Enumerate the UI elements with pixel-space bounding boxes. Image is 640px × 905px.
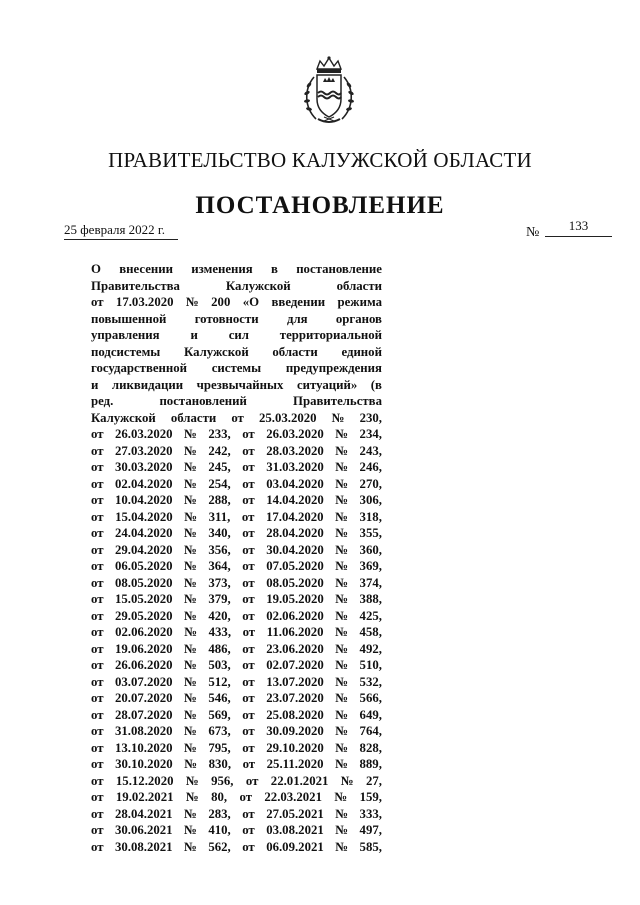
subject-word: № xyxy=(335,509,348,524)
subject-word: 31.03.2020 xyxy=(266,460,324,474)
subject-word: № xyxy=(335,427,349,441)
subject-word: 27.03.2020 xyxy=(114,443,173,458)
subject-word: (в xyxy=(370,377,382,392)
subject-word: 02.04.2020 xyxy=(114,476,173,491)
subject-word: от xyxy=(242,559,255,573)
subject-word: 318, xyxy=(359,509,382,524)
document-subject xyxy=(91,261,382,855)
subject-word: от xyxy=(91,625,104,639)
subject-line xyxy=(91,426,382,443)
subject-word: 333, xyxy=(359,806,382,821)
subject-word: № xyxy=(184,806,197,821)
subject-word: от xyxy=(91,526,104,540)
subject-word: ситуаций» xyxy=(296,377,358,392)
subject-word: 566, xyxy=(359,691,382,705)
subject-word: от xyxy=(91,476,104,491)
subject-word: № xyxy=(335,740,349,755)
subject-word: № xyxy=(184,542,197,557)
subject-word: 649, xyxy=(359,707,382,722)
subject-word: 889, xyxy=(359,757,382,771)
subject-word: от xyxy=(91,427,104,441)
subject-word: № xyxy=(185,773,199,788)
subject-word: от xyxy=(91,641,104,656)
subject-word: 03.07.2020 xyxy=(114,674,173,689)
document-number: 133 xyxy=(545,218,612,237)
subject-word: 23.07.2020 xyxy=(266,691,324,705)
subject-word: 795, xyxy=(208,740,231,755)
subject-word: 546, xyxy=(208,691,231,705)
subject-word: от xyxy=(242,608,255,623)
subject-line xyxy=(91,789,382,806)
subject-word: Калужской xyxy=(225,278,291,293)
subject-word: от xyxy=(242,427,255,441)
subject-word: 80, xyxy=(211,790,228,804)
subject-word: от xyxy=(91,443,104,458)
subject-word: и xyxy=(190,328,198,342)
subject-word: 410, xyxy=(208,823,231,837)
subject-word: от xyxy=(242,592,255,606)
subject-word: 311, xyxy=(208,509,231,524)
subject-line xyxy=(91,377,382,394)
subject-word: № xyxy=(184,443,197,458)
subject-word: сил xyxy=(228,328,249,342)
subject-word: от xyxy=(242,526,255,540)
subject-line xyxy=(91,806,382,823)
subject-word: 25.08.2020 xyxy=(266,707,324,722)
government-title: ПРАВИТЕЛЬСТВО КАЛУЖСКОЙ ОБЛАСТИ xyxy=(108,148,532,172)
subject-word: от xyxy=(91,691,104,705)
subject-word: № xyxy=(335,757,348,771)
subject-word: 364, xyxy=(208,559,231,573)
subject-word: 23.06.2020 xyxy=(266,641,324,656)
subject-word: 360, xyxy=(359,542,382,557)
subject-word: 02.06.2020 xyxy=(115,625,173,639)
subject-word: от xyxy=(91,806,104,821)
subject-word: от xyxy=(91,542,104,557)
subject-word: от xyxy=(91,839,104,854)
subject-word: № xyxy=(184,592,197,606)
subject-word: 379, xyxy=(208,592,231,606)
subject-word: от xyxy=(91,757,104,771)
subject-word: от xyxy=(242,757,256,771)
subject-word: 07.05.2020 xyxy=(266,559,324,573)
subject-word: системы xyxy=(211,361,262,375)
subject-line xyxy=(91,740,382,757)
subject-word: 24.04.2020 xyxy=(114,526,173,540)
subject-line xyxy=(91,261,382,278)
subject-word: постановлений xyxy=(159,394,247,408)
subject-word: чрезвычайных xyxy=(196,377,284,392)
subject-word: 08.05.2020 xyxy=(266,575,324,590)
subject-line xyxy=(91,311,382,328)
subject-word: № xyxy=(184,476,197,491)
subject-word: 19.05.2020 xyxy=(266,592,324,606)
subject-word: постановление xyxy=(296,262,382,276)
subject-word: № xyxy=(335,625,348,639)
subject-word: 510, xyxy=(359,658,382,672)
subject-word: № xyxy=(335,608,349,623)
subject-word: 25.03.2020 xyxy=(258,410,317,425)
subject-word: 306, xyxy=(359,493,382,507)
subject-word: № xyxy=(185,295,199,309)
subject-word: 369, xyxy=(359,559,382,573)
subject-word: от xyxy=(91,790,104,804)
subject-word: 28.04.2021 xyxy=(114,806,173,821)
subject-word: от xyxy=(242,724,255,738)
subject-word: № xyxy=(184,509,198,524)
subject-word: «О xyxy=(242,295,260,309)
subject-word: 26.03.2020 xyxy=(266,427,324,441)
subject-word: ликвидации xyxy=(111,377,184,392)
subject-word: 234, xyxy=(359,427,382,441)
subject-word: № xyxy=(335,526,349,540)
subject-word: 29.05.2020 xyxy=(114,608,173,623)
subject-word: 13.07.2020 xyxy=(266,674,324,689)
subject-line xyxy=(91,773,382,790)
subject-word: 956, xyxy=(211,773,234,788)
subject-word: изменения xyxy=(191,262,253,276)
subject-word: 27.05.2021 xyxy=(266,806,324,821)
subject-word: 28.04.2020 xyxy=(266,526,324,540)
subject-word: от xyxy=(242,443,255,458)
subject-word: № xyxy=(335,806,349,821)
subject-line xyxy=(91,575,382,592)
subject-word: 828, xyxy=(359,740,382,755)
subject-line xyxy=(91,344,382,361)
subject-word: 28.03.2020 xyxy=(266,443,324,458)
subject-word: 503, xyxy=(208,658,231,672)
subject-word: 288, xyxy=(208,493,231,507)
subject-word: управления xyxy=(91,328,160,342)
subject-word: 06.09.2021 xyxy=(266,839,324,854)
subject-word: от xyxy=(242,460,255,474)
document-number-label: № xyxy=(526,225,540,240)
subject-word: от xyxy=(242,625,256,639)
subject-word: № xyxy=(184,674,197,689)
document-type-title: ПОСТАНОВЛЕНИЕ xyxy=(195,192,445,219)
subject-word: 25.11.2020 xyxy=(266,757,324,771)
subject-word: 492, xyxy=(359,641,382,656)
subject-word: предупреждения xyxy=(285,361,382,375)
subject-word: от xyxy=(91,740,104,755)
subject-word: № xyxy=(335,476,349,491)
subject-word: 246, xyxy=(359,460,382,474)
subject-line xyxy=(91,542,382,559)
subject-word: 15.05.2020 xyxy=(114,592,173,606)
subject-word: от xyxy=(242,575,255,590)
subject-word: от xyxy=(242,806,255,821)
subject-word: № xyxy=(335,542,349,557)
subject-word: 11.06.2020 xyxy=(266,625,324,639)
subject-word: ред. xyxy=(91,394,114,408)
subject-word: № xyxy=(335,559,349,573)
subject-line xyxy=(91,558,382,575)
subject-word: 26.06.2020 xyxy=(114,658,173,672)
subject-word: от xyxy=(239,790,253,804)
subject-word: 569, xyxy=(208,707,231,722)
subject-word: 30.04.2020 xyxy=(266,542,324,557)
subject-word: от xyxy=(91,460,104,474)
subject-word: 532, xyxy=(359,674,382,689)
subject-word: № xyxy=(184,460,197,474)
subject-word: № xyxy=(335,839,349,854)
subject-word: от xyxy=(242,839,255,854)
subject-word: внесении xyxy=(119,262,173,276)
subject-word: 03.08.2021 xyxy=(266,823,324,837)
subject-word: № xyxy=(335,823,349,837)
subject-word: № xyxy=(184,559,197,573)
kaluga-coat-of-arms-icon xyxy=(300,55,358,127)
subject-word: от xyxy=(242,658,255,672)
subject-word: 512, xyxy=(208,674,231,689)
subject-word: 19.06.2020 xyxy=(114,641,173,656)
subject-word: 10.04.2020 xyxy=(114,493,173,507)
subject-word: для xyxy=(286,311,308,326)
subject-line xyxy=(91,674,382,691)
subject-word: 03.04.2020 xyxy=(266,476,324,491)
subject-word: от xyxy=(242,476,255,491)
subject-word: от xyxy=(91,575,104,590)
subject-word: 22.03.2021 xyxy=(264,790,322,804)
subject-line xyxy=(91,591,382,608)
subject-line xyxy=(91,509,382,526)
subject-word: от xyxy=(91,493,104,507)
subject-line xyxy=(91,839,382,856)
subject-word: от xyxy=(91,724,104,738)
subject-word: 30.09.2020 xyxy=(266,724,324,738)
subject-word: государственной xyxy=(91,361,188,375)
subject-word: от xyxy=(91,559,104,573)
subject-line xyxy=(91,608,382,625)
subject-word: Правительства xyxy=(293,394,382,408)
subject-word: 08.05.2020 xyxy=(114,575,173,590)
subject-word: 355, xyxy=(359,526,382,540)
subject-word: О xyxy=(91,262,101,276)
subject-line xyxy=(91,410,382,427)
subject-word: 22.01.2021 xyxy=(270,773,329,788)
subject-word: № xyxy=(335,592,349,606)
subject-word: территориальной xyxy=(279,328,382,342)
subject-line xyxy=(91,294,382,311)
subject-line xyxy=(91,492,382,509)
subject-word: введении xyxy=(271,295,326,309)
subject-word: области xyxy=(272,344,318,359)
subject-word: в xyxy=(271,262,278,276)
subject-word: и xyxy=(91,377,99,392)
subject-word: от xyxy=(91,592,104,606)
subject-line xyxy=(91,278,382,295)
subject-word: 30.08.2021 xyxy=(114,839,173,854)
subject-word: от xyxy=(91,658,104,672)
subject-word: 200 xyxy=(211,295,231,309)
subject-word: 30.06.2021 xyxy=(114,823,173,837)
subject-word: готовности xyxy=(194,311,259,326)
subject-word: № xyxy=(334,790,348,804)
subject-word: № xyxy=(184,707,197,722)
subject-word: № xyxy=(184,691,197,705)
subject-word: № xyxy=(335,460,349,474)
subject-line xyxy=(91,756,382,773)
subject-word: 13.10.2020 xyxy=(114,740,173,755)
subject-word: 356, xyxy=(208,542,231,557)
subject-word: 585, xyxy=(359,839,382,854)
subject-word: от xyxy=(242,740,255,755)
subject-line xyxy=(91,393,382,410)
subject-word: 15.12.2020 xyxy=(115,773,174,788)
subject-line xyxy=(91,822,382,839)
subject-word: 245, xyxy=(208,460,231,474)
subject-word: 497, xyxy=(359,823,382,837)
subject-word: 562, xyxy=(208,839,231,854)
subject-word: 15.04.2020 xyxy=(115,509,173,524)
subject-word: № xyxy=(335,641,349,656)
document-date: 25 февраля 2022 г. xyxy=(64,222,178,240)
subject-word: 230, xyxy=(359,410,382,425)
subject-word: подсистемы xyxy=(91,344,161,359)
subject-word: 30.03.2020 xyxy=(114,460,173,474)
subject-word: № xyxy=(184,757,198,771)
subject-word: № xyxy=(184,427,197,441)
subject-word: № xyxy=(184,493,197,507)
subject-word: от xyxy=(91,509,104,524)
subject-word: 373, xyxy=(208,575,231,590)
subject-word: 26.03.2020 xyxy=(114,427,173,441)
subject-word: 17.04.2020 xyxy=(265,509,324,524)
subject-word: № xyxy=(184,608,197,623)
subject-word: 388, xyxy=(359,592,382,606)
subject-word: 31.08.2020 xyxy=(114,724,173,738)
subject-word: № xyxy=(184,658,197,672)
subject-word: от xyxy=(91,608,104,623)
subject-word: 30.10.2020 xyxy=(115,757,173,771)
subject-word: от xyxy=(91,773,104,788)
subject-word: от xyxy=(241,509,255,524)
subject-line xyxy=(91,327,382,344)
subject-line xyxy=(91,360,382,377)
subject-word: 673, xyxy=(208,724,231,738)
subject-word: 283, xyxy=(208,806,231,821)
subject-word: от xyxy=(242,691,255,705)
subject-line xyxy=(91,443,382,460)
subject-word: 458, xyxy=(359,625,382,639)
subject-line xyxy=(91,624,382,641)
subject-word: от xyxy=(231,410,244,425)
subject-word: 29.10.2020 xyxy=(266,740,324,755)
subject-word: от xyxy=(242,707,255,722)
subject-word: 233, xyxy=(208,427,231,441)
subject-word: области xyxy=(170,410,217,425)
subject-word: № xyxy=(335,575,349,590)
subject-word: от xyxy=(242,641,255,656)
subject-word: 254, xyxy=(208,476,231,491)
subject-word: № xyxy=(340,773,354,788)
subject-word: от xyxy=(91,707,104,722)
subject-word: от xyxy=(245,773,259,788)
subject-line xyxy=(91,525,382,542)
subject-line xyxy=(91,707,382,724)
subject-word: 28.07.2020 xyxy=(114,707,173,722)
subject-word: от xyxy=(242,493,255,507)
subject-word: от xyxy=(91,295,104,309)
subject-word: № xyxy=(184,526,197,540)
subject-line xyxy=(91,641,382,658)
subject-word: Калужской xyxy=(183,344,249,359)
subject-line xyxy=(91,657,382,674)
subject-word: 830, xyxy=(208,757,232,771)
subject-word: № xyxy=(335,691,349,705)
subject-word: от xyxy=(91,823,104,837)
subject-line xyxy=(91,459,382,476)
subject-word: № xyxy=(335,674,349,689)
subject-word: № xyxy=(185,790,199,804)
subject-word: от xyxy=(91,674,104,689)
subject-word: 425, xyxy=(359,608,382,623)
subject-word: № xyxy=(335,724,349,738)
subject-word: 27, xyxy=(366,773,382,788)
subject-word: 242, xyxy=(208,443,231,458)
subject-word: повышенной xyxy=(91,311,167,326)
subject-word: № xyxy=(184,839,197,854)
subject-word: 433, xyxy=(208,625,232,639)
subject-word: 06.05.2020 xyxy=(114,559,173,573)
subject-word: области xyxy=(336,278,382,293)
subject-word: от xyxy=(242,542,255,557)
subject-word: 159, xyxy=(359,790,382,804)
subject-word: режима xyxy=(337,295,382,309)
subject-word: № xyxy=(335,707,349,722)
subject-word: 20.07.2020 xyxy=(114,691,173,705)
subject-word: № xyxy=(184,724,197,738)
subject-word: № xyxy=(335,493,349,507)
subject-word: 486, xyxy=(208,641,231,656)
subject-word: № xyxy=(184,625,198,639)
subject-word: Калужской xyxy=(91,410,156,425)
subject-word: 02.07.2020 xyxy=(266,658,324,672)
subject-word: от xyxy=(242,823,255,837)
subject-line xyxy=(91,723,382,740)
subject-word: 374, xyxy=(359,575,382,590)
subject-word: 764, xyxy=(359,724,382,738)
subject-word: № xyxy=(335,443,349,458)
subject-word: № xyxy=(184,575,197,590)
subject-word: № xyxy=(335,658,349,672)
subject-word: единой xyxy=(341,344,382,359)
subject-word: 29.04.2020 xyxy=(114,542,173,557)
subject-line xyxy=(91,690,382,707)
subject-word: № xyxy=(184,823,197,837)
subject-word: № xyxy=(184,641,197,656)
subject-word: 243, xyxy=(359,443,382,458)
subject-word: от xyxy=(242,674,255,689)
subject-word: 19.02.2021 xyxy=(115,790,174,804)
subject-word: 340, xyxy=(208,526,231,540)
subject-word: № xyxy=(184,740,197,755)
subject-word: Правительства xyxy=(91,278,180,293)
subject-word: № xyxy=(331,410,345,425)
subject-word: органов xyxy=(335,311,382,326)
subject-word: 17.03.2020 xyxy=(115,295,174,309)
subject-line xyxy=(91,476,382,493)
subject-word: 420, xyxy=(208,608,231,623)
subject-word: 14.04.2020 xyxy=(266,493,324,507)
subject-word: 270, xyxy=(359,476,382,491)
subject-word: 02.06.2020 xyxy=(266,608,324,623)
